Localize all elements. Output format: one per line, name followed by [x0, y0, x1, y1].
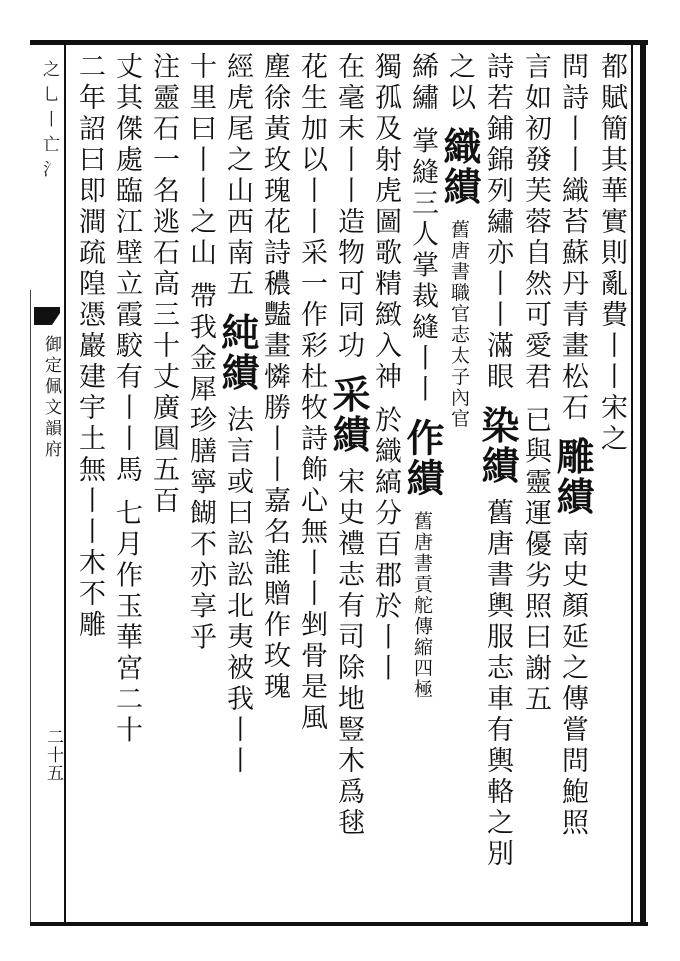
frame-bottom-border: [30, 922, 648, 926]
column-text: 絺繡: [407, 52, 438, 114]
text-column-6: [400, 52, 445, 916]
entry-headword: 染繢: [475, 405, 520, 486]
column-text: 帶我金犀珍膳寧餬不亦享乎: [185, 281, 216, 654]
column-text: 於織縞分百郡於丨丨: [370, 405, 401, 685]
column-text: 舊唐書輿服志車有輿輅之別: [482, 498, 513, 871]
column-text: 已與靈運優劣照曰謝五: [520, 405, 551, 716]
column-annotation: 舊唐書職官志太子內官: [448, 219, 470, 430]
column-text: 宋史禮志有司除地豎木爲毬: [333, 467, 364, 840]
column-text: 獨孤及射虎圖歌精緻入神: [370, 52, 401, 393]
text-column-8: [326, 52, 371, 916]
entry-headword: 織繢: [437, 126, 482, 207]
column-text: 掌縫三人掌裁縫丨丨: [407, 126, 438, 406]
column-text: 七月作玉華宮二十: [111, 498, 142, 747]
column-text: 花生加以丨丨采一作彩杜牧詩飾心無丨丨剉骨是風: [296, 52, 327, 734]
entry-headword: 采繢: [326, 374, 371, 455]
text-column-15: [70, 52, 110, 916]
text-column-11: [215, 52, 260, 916]
column-text: 在毫末丨丨造物可同功: [333, 52, 364, 362]
text-column-3: [516, 52, 556, 916]
column-text: 都賦簡其華實則亂費丨丨宋之: [596, 52, 627, 455]
text-column-7: [366, 52, 406, 916]
text-column-5: [437, 52, 482, 916]
margin-fragment-text: 之乚丨亡氵: [39, 60, 59, 185]
text-column-12: [181, 52, 221, 916]
entry-headword: 純繢: [215, 312, 260, 393]
column-text: 經虎尾之山西南五: [222, 52, 253, 300]
entry-headword: 作繢: [400, 418, 445, 499]
column-text: 十里曰丨丨之山: [185, 52, 216, 269]
column-text: 法言或曰訟訟北夷被我丨丨: [222, 405, 253, 778]
text-column-14: [107, 52, 147, 916]
column-text: 注靈石一名逃石高三十丈廣圓五百: [148, 52, 179, 517]
text-column-10: [255, 52, 295, 916]
frame-top-border: [30, 40, 648, 45]
column-text: 問詩丨丨織苔蘇丹青畫松石: [557, 52, 588, 424]
column-text: 丈其傑處臨江壁立霞駮有丨丨馬: [111, 52, 142, 486]
text-column-9: [292, 52, 332, 916]
text-column-1: [592, 52, 632, 916]
page-number: 二十五: [43, 728, 63, 782]
book-title: 御定佩文韻府: [41, 335, 61, 461]
entry-headword: 雕繢: [550, 436, 595, 517]
column-text: 南史顏延之傳嘗問鮑照: [557, 529, 588, 840]
column-text: 詩若鋪錦列繡亦丨丨滿眼: [482, 52, 513, 393]
column-text: 塵徐黃玫瑰花詩穠豔畫憐勝丨丨嘉名誰贈作玫瑰: [259, 52, 290, 703]
column-annotation: 舊唐書貢舵傳縮四極: [411, 510, 433, 700]
text-column-13: [144, 52, 184, 916]
column-text: [34, 52, 65, 610]
text-column-2: [550, 52, 595, 916]
frame-right-border: [640, 40, 646, 926]
column-text: 二年詔曰即澗疏隍憑巖建宇土無丨丨木不雕: [74, 52, 105, 641]
text-column-4: [475, 52, 520, 916]
column-text: 之以: [444, 52, 475, 114]
column-text: 言如初發芙蓉自然可愛君: [520, 52, 551, 393]
